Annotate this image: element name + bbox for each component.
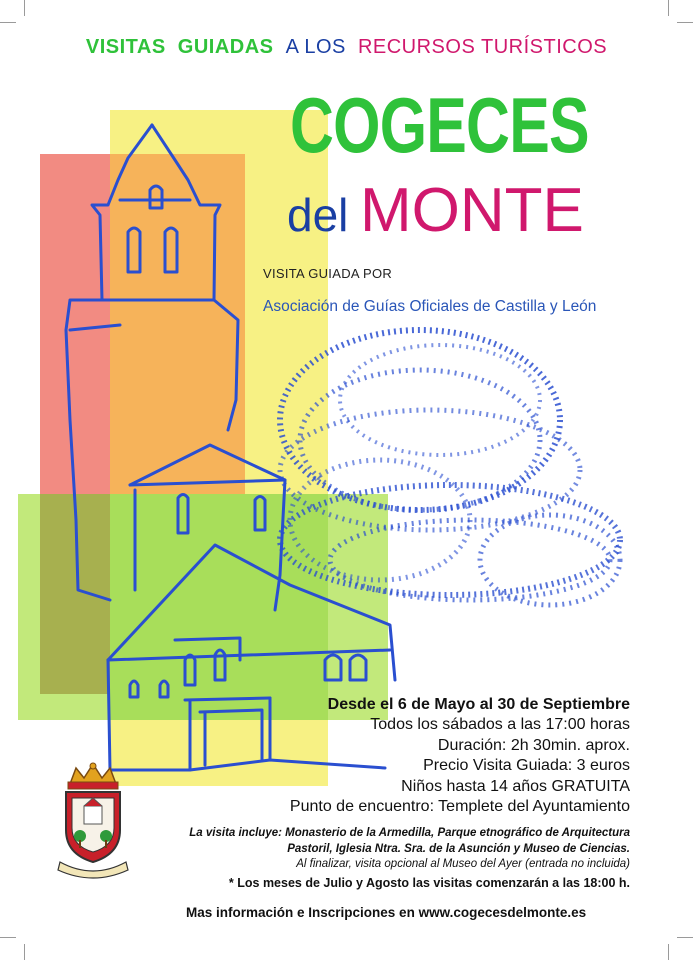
header-visitas: VISITAS xyxy=(85,36,166,58)
title-monte: MONTE xyxy=(360,176,584,245)
includes-block xyxy=(160,826,630,873)
title-del: del xyxy=(287,189,349,241)
meeting-point-line: Punto de encuentro: Templete del Ayuntamiento xyxy=(289,798,630,816)
asociacion-name: Asociación de Guías Oficiales de Castilla y León xyxy=(263,298,597,315)
footer-info: Mas información e Inscripciones en www.cogecesdelmonte.es xyxy=(186,905,587,920)
header-a-los: A LOS xyxy=(285,36,346,58)
visita-guiada-por: VISITA GUIADA POR xyxy=(263,266,393,281)
coat-of-arms-logo xyxy=(48,762,138,882)
price-line: Precio Visita Guiada: 3 euros xyxy=(423,757,630,775)
includes-line-3: Al finalizar, visita opcional al Museo del Ayer (entrada no incluida) xyxy=(296,858,630,871)
dates-line: Desde el 6 de Mayo al 30 de Septiembre xyxy=(327,696,630,713)
title-cogeces: COGECES xyxy=(290,81,589,169)
header-recursos: RECURSOS TURÍSTICOS xyxy=(357,36,608,58)
duration-line: Duración: 2h 30min. aprox. xyxy=(437,736,630,754)
children-line: Niños hasta 14 años GRATUITA xyxy=(401,777,630,795)
visit-details xyxy=(210,695,630,818)
header-guiadas: GUIADAS xyxy=(177,36,274,58)
includes-line-1: La visita incluye: Monasterio de la Armedilla, Parque etnográfico de Arquitectura xyxy=(189,827,630,839)
header-line xyxy=(0,36,693,59)
dotted-tree-sketch xyxy=(280,330,620,605)
schedule-line: Todos los sábados a las 17:00 horas xyxy=(370,716,630,734)
summer-note: * Los meses de Julio y Agosto las visitas comenzarán a las 18:00 h. xyxy=(228,876,630,890)
includes-line-2: Pastoril, Iglesia Ntra. Sra. de la Asunción y Museo de Ciencias. xyxy=(287,842,630,855)
